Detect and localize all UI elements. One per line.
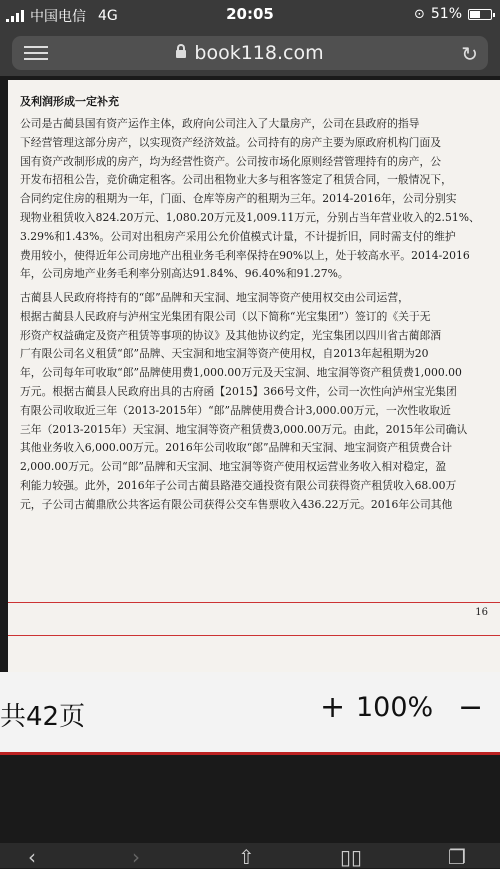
zoom-level: 100%	[356, 692, 434, 723]
text-line: 合同约定住房的租期为一年，门面、仓库等房产的租期为三年。2014-2016年，公司分别实	[20, 192, 457, 206]
status-bar	[0, 0, 500, 30]
zoom-out-button[interactable]: −	[458, 690, 484, 725]
reader-page-bar	[0, 672, 500, 752]
text-line: 有限公司收取近三年（2013-2015年）“郎”品牌使用费合计3,000.00万元，一次性收取近	[20, 403, 451, 417]
text-line: 现物业租赁收入824.20万元、1,080.20万元及1,009.11万元，分别占当年营业收入的2.51%、	[20, 210, 480, 224]
text-line: 开发布招租公告，竞价确定租客。公司出租物业大多与租客签定了租赁合同，一般情况下，	[20, 173, 452, 187]
text-line: 国有资产改制形成的房产，均为经营性资产。公司按市场化原则经营管理持有的房产，公	[20, 154, 442, 168]
text-line: 古蔺县人民政府将持有的“郎”品牌和天宝洞、地宝洞等资产使用权交由公司运营，	[20, 291, 409, 304]
share-icon[interactable]: ⇧	[238, 845, 255, 869]
section-heading: 及利润形成一定补充	[20, 95, 119, 108]
text-line: 费用较小，使得近年公司房地产出租业务毛利率保持在90%以上，处于较高水平。2014-2016	[20, 248, 470, 262]
rotation-lock-icon: ⊙	[413, 6, 425, 22]
text-line: 年，公司每年可收取“郎”品牌使用费1,000.00万元及天宝洞、地宝洞等资产租赁费1,000.00	[20, 366, 462, 380]
bookmarks-icon[interactable]: ▯▯	[340, 845, 363, 869]
text-line: 利能力较强。此外，2016年子公司古蔺县路港交通投资有限公司获得资产租赁收入68.00万	[20, 478, 457, 492]
url-field[interactable]	[12, 36, 488, 70]
lock-icon	[176, 50, 186, 58]
back-icon[interactable]: ‹	[28, 845, 36, 869]
url-text: book118.com	[194, 42, 324, 64]
text-line: 公司是古蔺县国有资产运作主体，政府向公司注入了大量房产，公司在县政府的指导	[20, 117, 420, 130]
text-line: 万元。根据古蔺县人民政府出具的古府函【2015】366号文件，公司一次性向泸州宝光集团	[20, 384, 457, 398]
forward-icon[interactable]: ›	[132, 845, 140, 869]
network-label: 4G	[98, 8, 118, 24]
page-number: 16	[475, 607, 488, 618]
text-line: 3.29%和1.43%。公司对出租房产采用公允价值模式计量，不计提折旧，同时需支付的维护	[20, 229, 456, 243]
carrier-label: 中国电信	[30, 9, 86, 25]
text-line: 2,000.00万元。公司“郎”品牌和天宝洞、地宝洞等资产使用权运营业务收入相对稳定，盈	[20, 460, 447, 474]
total-pages-label: 共42页	[0, 702, 86, 732]
text-line: 元，子公司古蔺鼎欣公共客运有限公司获得公交车售票收入436.22万元。2016年公司其他	[20, 497, 453, 511]
text-line: 下经营管理这部分房产，以实现资产经济效益。公司持有的房产主要为原政府机构门面及	[20, 135, 442, 149]
text-line: 年，公司房地产业务毛利率分别高达91.84%、96.40%和91.27%。	[20, 267, 349, 281]
text-line: 形资产权益确定及资产租赁等事项的协议》及其他协议约定，光宝集团以四川省古蔺郎酒	[20, 328, 442, 342]
reload-icon[interactable]: ↻	[461, 42, 478, 66]
browser-address-bar	[0, 30, 500, 76]
paragraph-2	[20, 289, 490, 515]
clock: 20:05	[226, 5, 274, 23]
battery-icon	[468, 9, 492, 20]
browser-toolbar	[0, 843, 500, 868]
zoom-in-button[interactable]: +	[320, 690, 346, 725]
text-line: 根据古蔺县人民政府与泸州宝光集团有限公司（以下简称“光宝集团”）签订的《关于无	[20, 309, 431, 323]
page-footer-rule	[8, 602, 500, 603]
document-page	[8, 80, 500, 672]
text-line: 厂有限公司名义租赁“郎”品牌、天宝洞和地宝洞等资产使用权，自2013年起租期为20	[20, 347, 429, 361]
tabs-icon[interactable]: ❐	[448, 845, 466, 869]
battery-percent: 51%	[430, 6, 462, 22]
text-line: 三年（2013-2015年）天宝洞、地宝洞等资产租赁费3,000.00万元。由此，2015年公司确认	[20, 422, 468, 436]
text-line: 其他业务收入6,000.00万元。2016年公司收取“郎”品牌和天宝洞、地宝洞资产租赁费合计	[20, 441, 453, 455]
paragraph-1	[20, 115, 490, 284]
page-bottom-rule	[8, 635, 500, 636]
